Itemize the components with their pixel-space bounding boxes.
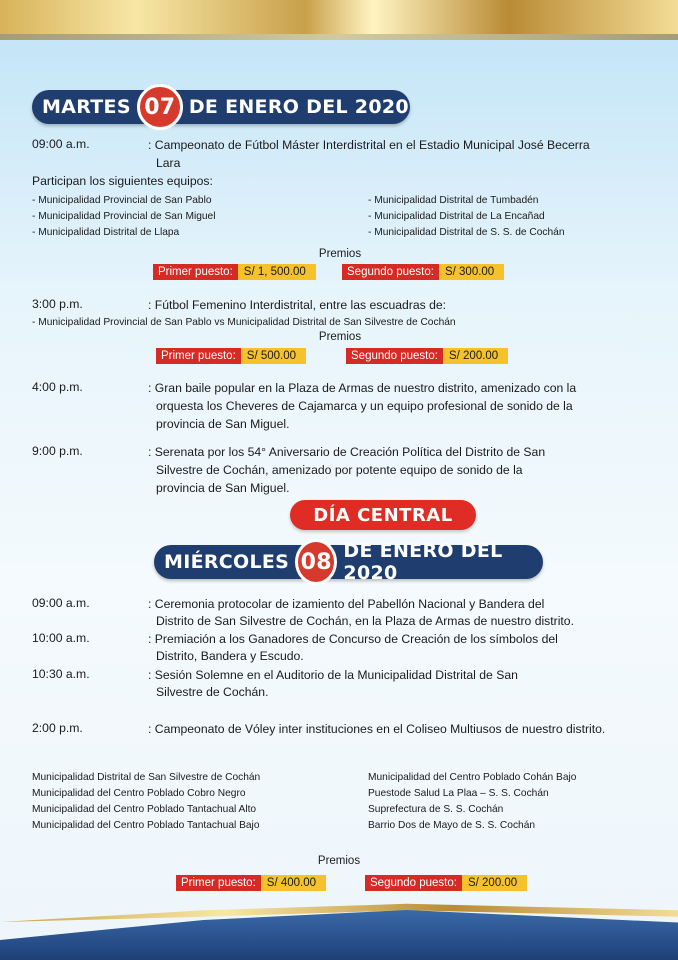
first-prize-label: Primer puesto: (153, 264, 238, 280)
event-time: 10:00 a.m. (32, 631, 90, 645)
event-desc-line: : Sesión Solemne en el Auditorio de la Municipalidad Distrital de San (148, 668, 518, 682)
event-desc-line: provincia de San Miguel. (156, 481, 290, 495)
event-desc-line: : Fútbol Femenino Interdistrital, entre las escuadras de: (148, 298, 447, 312)
event-desc-line: : Premiación a los Ganadores de Concurso de Creación de los símbolos del (148, 632, 558, 646)
team-item: - Municipalidad Provincial de San Pablo (32, 195, 212, 206)
team-item: Barrio Dos de Mayo de S. S. Cochán (368, 820, 536, 831)
team-item: - Municipalidad Provincial de San Miguel (32, 211, 216, 222)
central-day-badge: DÍA CENTRAL (290, 500, 476, 530)
first-prize (176, 875, 326, 891)
event-desc-line: : Serenata por los 54° Aniversario de Creación Política del Distrito de San (148, 445, 546, 459)
second-prize-label: Segundo puesto: (342, 264, 439, 280)
team-item: - Municipalidad Distrital de Tumbadén (368, 195, 539, 206)
banner-weekday: MARTES (42, 96, 131, 118)
prizes-title: Premios (318, 331, 362, 343)
banner-day-number: 07 (137, 84, 183, 130)
team-item: Municipalidad del Centro Poblado Tantachual Bajo (32, 820, 260, 831)
banner-day-number: 08 (295, 539, 337, 585)
first-prize-label: Primer puesto: (176, 875, 261, 891)
banner-month-year: DE ENERO DEL 2020 (188, 96, 409, 118)
event-time: 2:00 p.m. (32, 721, 83, 735)
event-desc-line: Distrito de San Silvestre de Cochán, en la Plaza de Armas de nuestro distrito. (156, 614, 574, 628)
first-prize-label: Primer puesto: (156, 348, 241, 364)
first-prize (156, 348, 306, 364)
team-item: Municipalidad del Centro Poblado Cohán Bajo (368, 772, 577, 783)
event-desc-line: orquesta los Cheveres de Cajamarca y un equipo profesional de sonido de la (156, 399, 573, 413)
date-banner-day1 (32, 90, 410, 124)
top-gold-band (0, 0, 678, 34)
team-item: Municipalidad del Centro Poblado Tantachual Alto (32, 804, 257, 815)
event-time: 3:00 p.m. (32, 297, 83, 311)
event-desc-line: provincia de San Miguel. (156, 417, 290, 431)
match-line: - Municipalidad Provincial de San Pablo vs Municipalidad Distrital de San Silvestre de Cochán (32, 317, 456, 328)
prizes-title: Premios (318, 248, 362, 260)
second-prize-label: Segundo puesto: (365, 875, 462, 891)
event-time: 09:00 a.m. (32, 137, 90, 151)
team-item: - Municipalidad Distrital de Llapa (32, 227, 180, 238)
event-time: 9:00 p.m. (32, 444, 83, 458)
teams-intro: Participan los siguientes equipos: (32, 174, 213, 188)
second-prize (342, 264, 504, 280)
second-prize-label: Segundo puesto: (346, 348, 443, 364)
event-desc-line: Lara (156, 156, 181, 170)
first-prize (153, 264, 316, 280)
event-time: 4:00 p.m. (32, 380, 83, 394)
event-desc-line: : Ceremonia protocolar de izamiento del Pabellón Nacional y Bandera del (148, 597, 545, 611)
first-prize-amount: S/ 400.00 (261, 875, 326, 891)
event-desc-line: Silvestre de Cochán. (156, 685, 269, 699)
event-desc-line: Silvestre de Cochán, amenizado por potente equipo de sonido de la (156, 463, 523, 477)
event-time: 10:30 a.m. (32, 667, 90, 681)
second-prize (346, 348, 508, 364)
second-prize-amount: S/ 200.00 (443, 348, 508, 364)
event-desc-line: Distrito, Bandera y Escudo. (156, 649, 304, 663)
banner-weekday: MIÉRCOLES (164, 551, 290, 573)
event-desc-line: : Campeonato de Fútbol Máster Interdistrital en el Estadio Municipal José Becerra (148, 138, 590, 152)
team-item: Municipalidad Distrital de San Silvestre de Cochán (32, 772, 261, 783)
second-prize-amount: S/ 300.00 (439, 264, 504, 280)
second-prize-amount: S/ 200.00 (462, 875, 527, 891)
banner-month-year: DE ENERO DEL 2020 (343, 540, 503, 584)
event-desc-line: : Campeonato de Vóley inter instituciones en el Coliseo Multiusos de nuestro distrito. (148, 722, 606, 736)
team-item: Municipalidad del Centro Poblado Cobro Negro (32, 788, 246, 799)
first-prize-amount: S/ 500.00 (241, 348, 306, 364)
team-item: - Municipalidad Distrital de S. S. de Cochán (368, 227, 565, 238)
prizes-title: Premios (317, 855, 361, 867)
event-desc-line: : Gran baile popular en la Plaza de Armas de nuestro distrito, amenizado con la (148, 381, 577, 395)
date-banner-day2 (154, 540, 543, 584)
team-item: Suprefectura de S. S. Cochán (368, 804, 504, 815)
top-gold-shadow (0, 34, 678, 40)
team-item: - Municipalidad Distrital de La Encañad (368, 211, 545, 222)
second-prize (365, 875, 527, 891)
team-item: Puestode Salud La Plaa – S. S. Cochán (368, 788, 549, 799)
event-time: 09:00 a.m. (32, 596, 90, 610)
first-prize-amount: S/ 1, 500.00 (238, 264, 316, 280)
